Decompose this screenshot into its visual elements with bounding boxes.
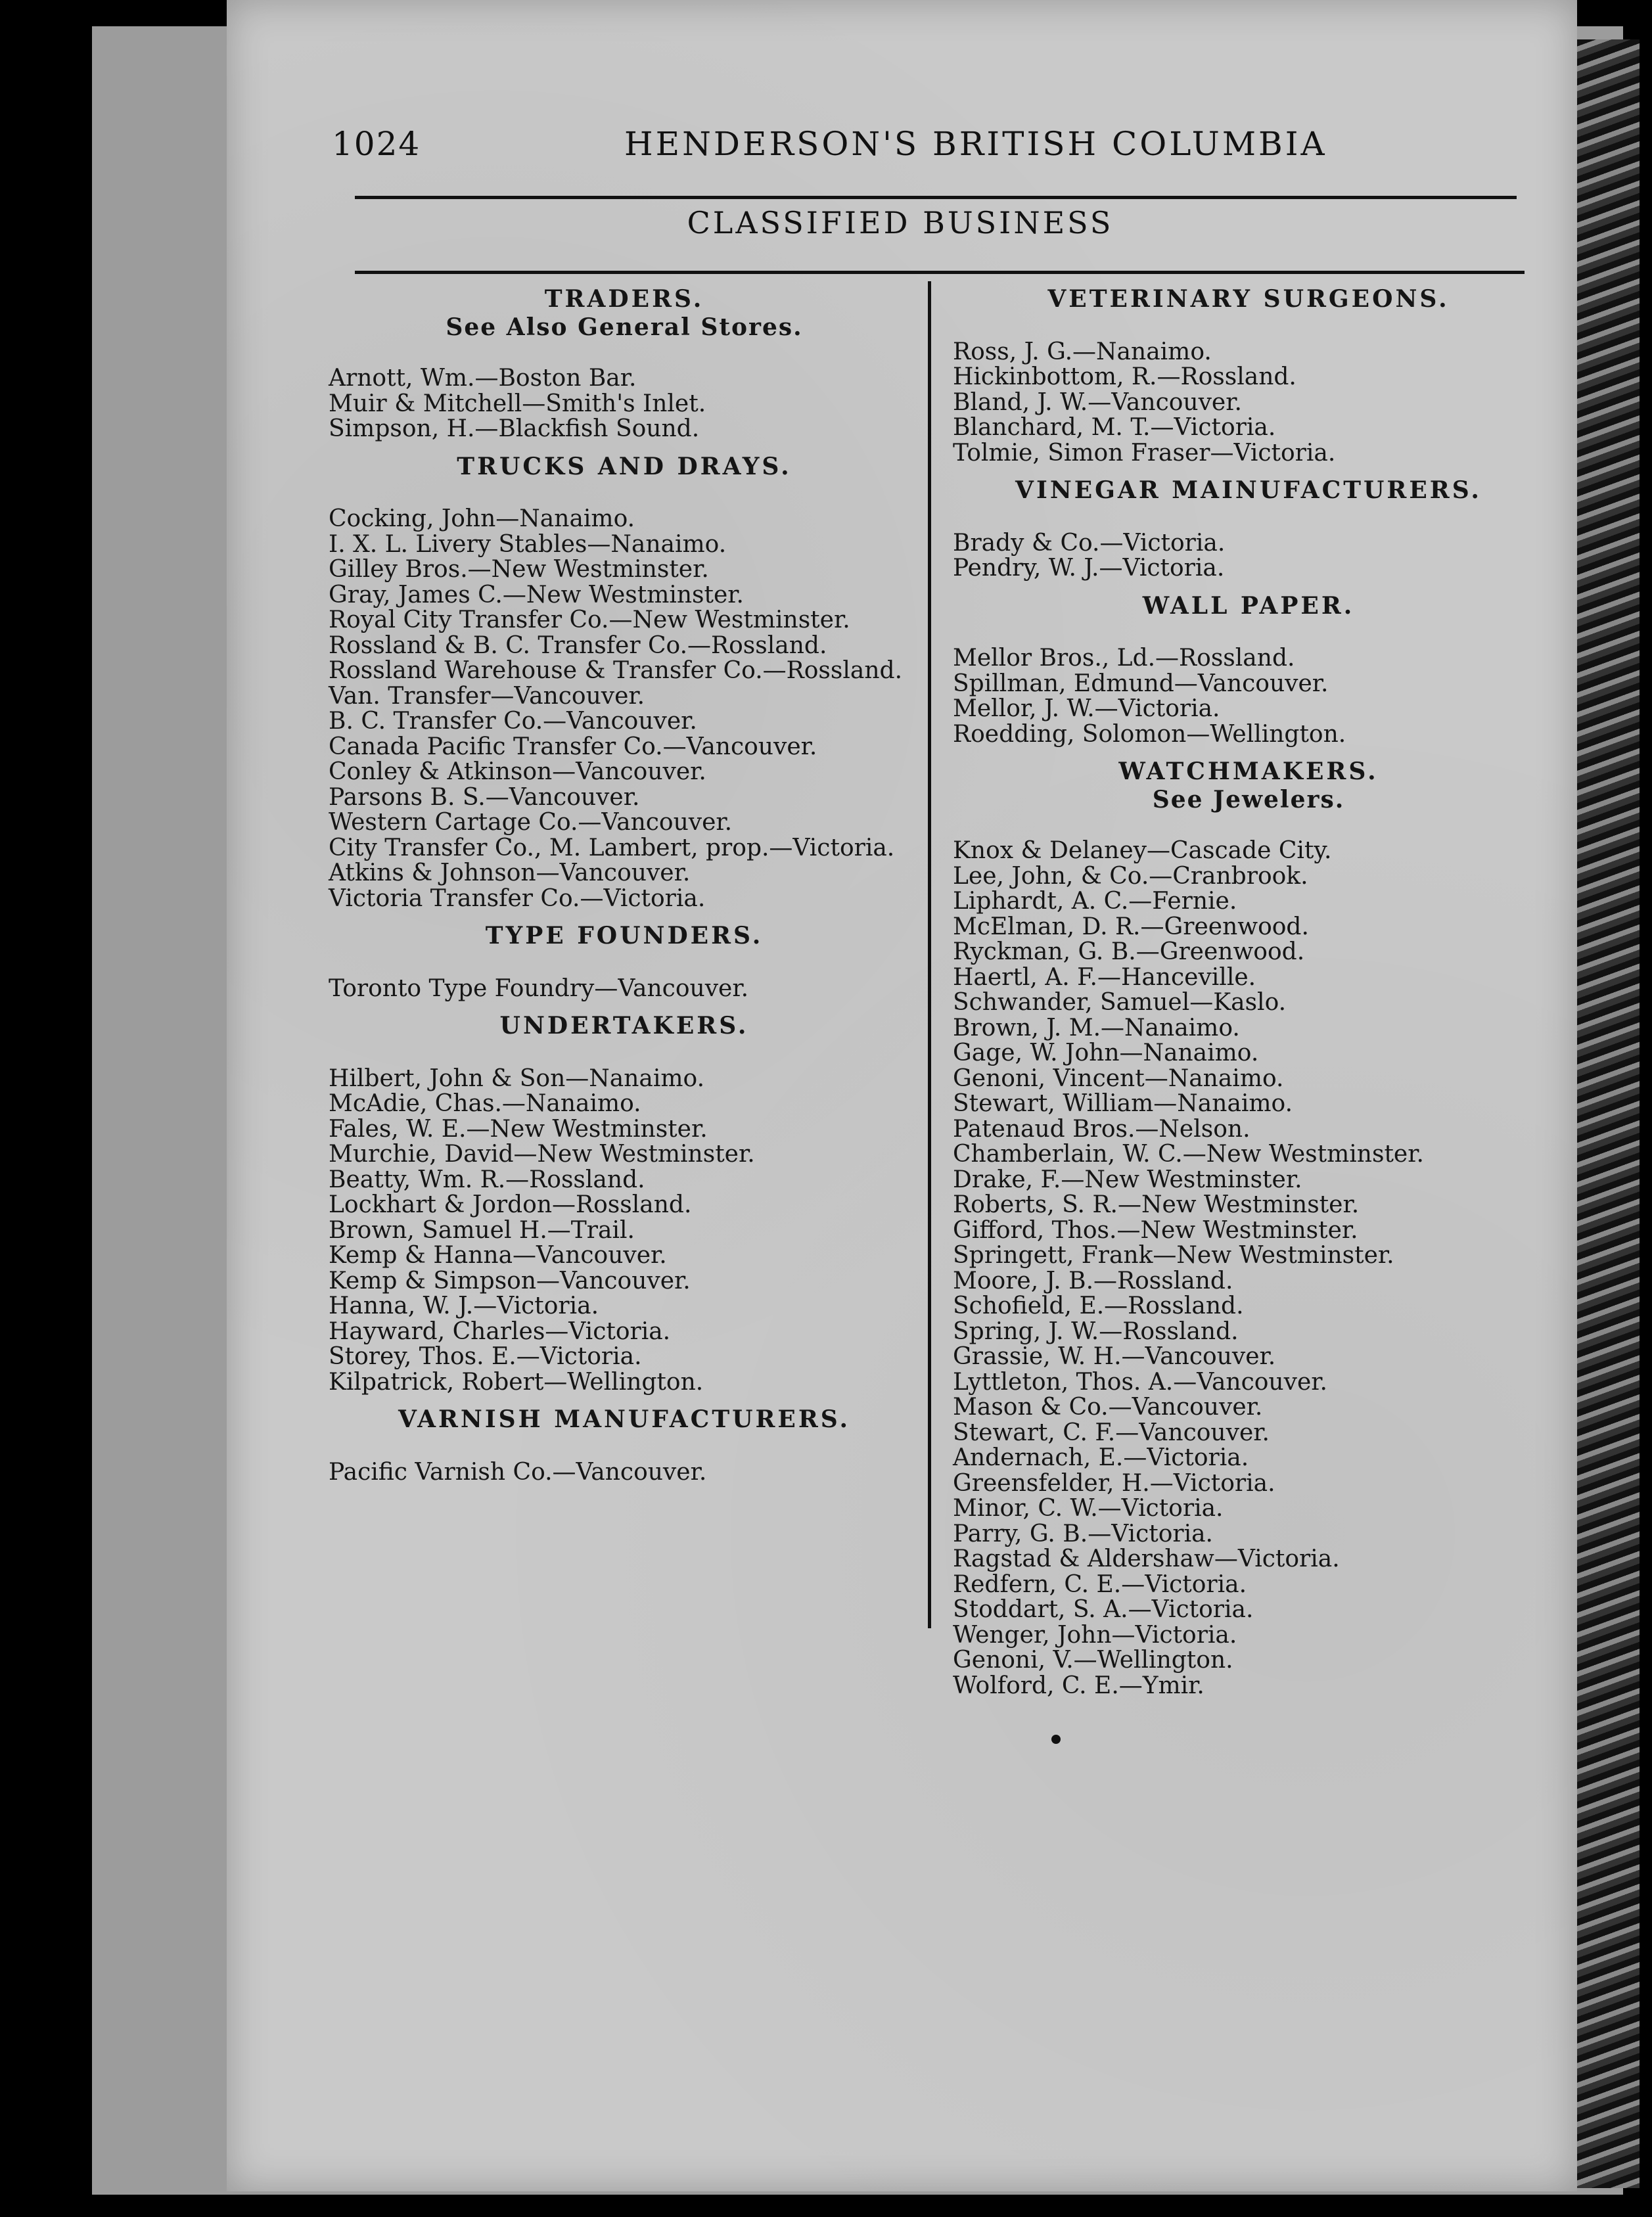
business-entry: Royal City Transfer Co.—New Westminster. xyxy=(329,606,850,633)
classified-section xyxy=(953,478,1544,582)
business-entry: Haertl, A. F.—Hanceville. xyxy=(953,963,1256,991)
business-entry: Kemp & Hanna—Vancouver. xyxy=(329,1242,667,1269)
business-entry: Parsons B. S.—Vancouver. xyxy=(329,783,640,811)
section-heading: TRUCKS AND DRAYS. xyxy=(457,452,792,480)
section-title: CLASSIFIED BUSINESS xyxy=(687,205,1114,240)
business-entry: Cocking, John—Nanaimo. xyxy=(329,505,635,532)
business-entry: Conley & Atkinson—Vancouver. xyxy=(329,758,706,785)
header-rule xyxy=(355,196,1517,199)
classified-section xyxy=(953,286,1544,466)
business-entry: Pendry, W. J.—Victoria. xyxy=(953,555,1225,582)
business-entry: Stewart, C. F.—Vancouver. xyxy=(953,1419,1270,1446)
business-entry: Simpson, H.—Blackfish Sound. xyxy=(329,415,700,442)
business-entry: Liphardt, A. C.—Fernie. xyxy=(953,888,1237,915)
business-entry: Kilpatrick, Robert—Wellington. xyxy=(329,1368,704,1396)
section-spacer xyxy=(953,813,1544,838)
business-entry: Grassie, W. H.—Vancouver. xyxy=(953,1343,1276,1370)
business-entry: Spring, J. W.—Rossland. xyxy=(953,1317,1239,1345)
section-heading: WALL PAPER. xyxy=(1142,591,1355,620)
business-entry: Mellor Bros., Ld.—Rossland. xyxy=(953,645,1295,672)
classified-section xyxy=(329,286,920,442)
business-entry: Atkins & Johnson—Vancouver. xyxy=(329,859,691,886)
section-spacer xyxy=(329,482,920,507)
business-entry: Lee, John, & Co.—Cranbrook. xyxy=(953,862,1308,890)
entry-list xyxy=(953,838,1544,1699)
business-entry: Beatty, Wm. R.—Rossland. xyxy=(329,1166,645,1193)
business-entry: Blanchard, M. T.—Victoria. xyxy=(953,414,1276,441)
business-entry: Schwander, Samuel—Kaslo. xyxy=(953,989,1287,1016)
business-entry: Hanna, W. J.—Victoria. xyxy=(329,1292,599,1319)
business-entry: Western Cartage Co.—Vancouver. xyxy=(329,809,733,836)
classified-section xyxy=(329,1013,920,1395)
section-spacer xyxy=(953,506,1544,531)
section-heading: VINEGAR MAINUFACTURERS. xyxy=(1015,476,1482,504)
business-entry: Lyttleton, Thos. A.—Vancouver. xyxy=(953,1368,1327,1396)
page-number: 1024 xyxy=(332,125,421,163)
business-entry: Genoni, V.—Wellington. xyxy=(953,1647,1233,1674)
ink-spot xyxy=(1051,1735,1061,1744)
entry-list xyxy=(953,340,1544,467)
business-entry: Knox & Delaney—Cascade City. xyxy=(953,837,1332,864)
section-spacer xyxy=(953,315,1544,340)
section-heading: WATCHMAKERS. xyxy=(1118,758,1379,785)
section-heading: UNDERTAKERS. xyxy=(499,1012,749,1040)
section-subheading: See Also General Stores. xyxy=(446,313,803,341)
classified-section xyxy=(329,1407,920,1485)
business-entry: Gifford, Thos.—New Westminster. xyxy=(953,1216,1358,1244)
section-heading: VETERINARY SURGEONS. xyxy=(1047,285,1450,313)
business-entry: Greensfelder, H.—Victoria. xyxy=(953,1469,1275,1497)
business-entry: Tolmie, Simon Fraser—Victoria. xyxy=(953,439,1336,467)
classified-section xyxy=(953,593,1544,748)
column-divider xyxy=(928,281,931,1628)
section-heading: TRADERS. xyxy=(544,285,704,313)
running-title: HENDERSON'S BRITISH COLUMBIA xyxy=(624,125,1327,163)
business-entry: Brown, J. M.—Nanaimo. xyxy=(953,1014,1240,1041)
business-entry: Stoddart, S. A.—Victoria. xyxy=(953,1596,1254,1623)
business-entry: McElman, D. R.—Greenwood. xyxy=(953,913,1309,940)
business-entry: Gilley Bros.—New Westminster. xyxy=(329,556,709,583)
entry-list xyxy=(329,976,920,1002)
right-column xyxy=(953,283,1544,1699)
business-entry: Canada Pacific Transfer Co.—Vancouver. xyxy=(329,733,817,760)
business-entry: Chamberlain, W. C.—New Westminster. xyxy=(953,1141,1424,1168)
section-spacer xyxy=(329,1435,920,1460)
business-entry: Roedding, Solomon—Wellington. xyxy=(953,720,1346,748)
page-header xyxy=(332,125,1327,177)
business-entry: Lockhart & Jordon—Rossland. xyxy=(329,1191,692,1218)
business-entry: Parry, G. B.—Victoria. xyxy=(953,1520,1213,1547)
entry-list xyxy=(329,366,920,442)
left-column xyxy=(329,283,920,1485)
section-rule xyxy=(355,271,1525,274)
business-entry: Arnott, Wm.—Boston Bar. xyxy=(329,365,637,392)
business-entry: Andernach, E.—Victoria. xyxy=(953,1444,1249,1471)
business-entry: Rossland Warehouse & Transfer Co.—Rossland. xyxy=(329,657,903,684)
section-subheading: See Jewelers. xyxy=(1152,785,1345,813)
business-entry: Roberts, S. R.—New Westminster. xyxy=(953,1191,1360,1218)
section-heading: VARNISH MANUFACTURERS. xyxy=(398,1406,851,1433)
business-entry: Gray, James C.—New Westminster. xyxy=(329,581,744,608)
business-entry: Gage, W. John—Nanaimo. xyxy=(953,1040,1259,1066)
business-entry: Spillman, Edmund—Vancouver. xyxy=(953,670,1329,697)
section-spacer xyxy=(329,1041,920,1066)
business-entry: Toronto Type Foundry—Vancouver. xyxy=(329,974,749,1002)
business-entry: Storey, Thos. E.—Victoria. xyxy=(329,1343,642,1370)
business-entry: Ryckman, G. B.—Greenwood. xyxy=(953,938,1305,965)
business-entry: McAdie, Chas.—Nanaimo. xyxy=(329,1090,641,1117)
section-spacer xyxy=(329,951,920,976)
classified-section xyxy=(953,759,1544,1699)
business-entry: Minor, C. W.—Victoria. xyxy=(953,1495,1224,1522)
business-entry: Fales, W. E.—New Westminster. xyxy=(329,1115,708,1143)
business-entry: Kemp & Simpson—Vancouver. xyxy=(329,1267,691,1294)
entry-list xyxy=(953,646,1544,747)
classified-section xyxy=(329,923,920,1001)
business-entry: Mellor, J. W.—Victoria. xyxy=(953,695,1220,722)
entry-list xyxy=(329,1460,920,1486)
business-entry: Mason & Co.—Vancouver. xyxy=(953,1394,1263,1421)
section-heading: TYPE FOUNDERS. xyxy=(485,922,764,949)
business-entry: Brady & Co.—Victoria. xyxy=(953,529,1226,557)
business-entry: Victoria Transfer Co.—Victoria. xyxy=(329,884,706,912)
business-entry: B. C. Transfer Co.—Vancouver. xyxy=(329,708,697,735)
business-entry: Bland, J. W.—Vancouver. xyxy=(953,388,1242,416)
business-entry: Genoni, Vincent—Nanaimo. xyxy=(953,1064,1284,1092)
spiral-binding xyxy=(1577,39,1640,2188)
business-entry: Hayward, Charles—Victoria. xyxy=(329,1317,671,1345)
business-entry: Van. Transfer—Vancouver. xyxy=(329,682,645,710)
business-entry: Pacific Varnish Co.—Vancouver. xyxy=(329,1458,707,1486)
entry-list xyxy=(953,531,1544,582)
classified-section xyxy=(329,454,920,912)
business-entry: Wolford, C. E.—Ymir. xyxy=(953,1672,1205,1699)
business-entry: Schofield, E.—Rossland. xyxy=(953,1292,1244,1319)
business-entry: Drake, F.—New Westminster. xyxy=(953,1166,1302,1193)
business-entry: Ross, J. G.—Nanaimo. xyxy=(953,338,1212,365)
business-entry: Hickinbottom, R.—Rossland. xyxy=(953,363,1296,390)
business-entry: Stewart, William—Nanaimo. xyxy=(953,1090,1293,1117)
business-entry: Hilbert, John & Son—Nanaimo. xyxy=(329,1064,705,1092)
business-entry: I. X. L. Livery Stables—Nanaimo. xyxy=(329,530,727,558)
business-entry: City Transfer Co., M. Lambert, prop.—Victoria. xyxy=(329,834,895,861)
business-entry: Patenaud Bros.—Nelson. xyxy=(953,1115,1250,1143)
entry-list xyxy=(329,1066,920,1396)
section-spacer xyxy=(329,341,920,366)
business-entry: Moore, J. B.—Rossland. xyxy=(953,1267,1233,1294)
business-entry: Murchie, David—New Westminster. xyxy=(329,1141,755,1168)
section-spacer xyxy=(953,621,1544,646)
business-entry: Springett, Frank—New Westminster. xyxy=(953,1242,1394,1269)
business-entry: Ragstad & Aldershaw—Victoria. xyxy=(953,1545,1340,1572)
business-entry: Brown, Samuel H.—Trail. xyxy=(329,1216,635,1244)
business-entry: Redfern, C. E.—Victoria. xyxy=(953,1570,1247,1598)
business-entry: Muir & Mitchell—Smith's Inlet. xyxy=(329,390,706,417)
business-entry: Wenger, John—Victoria. xyxy=(953,1621,1237,1649)
business-entry: Rossland & B. C. Transfer Co.—Rossland. xyxy=(329,631,827,659)
entry-list xyxy=(329,507,920,911)
